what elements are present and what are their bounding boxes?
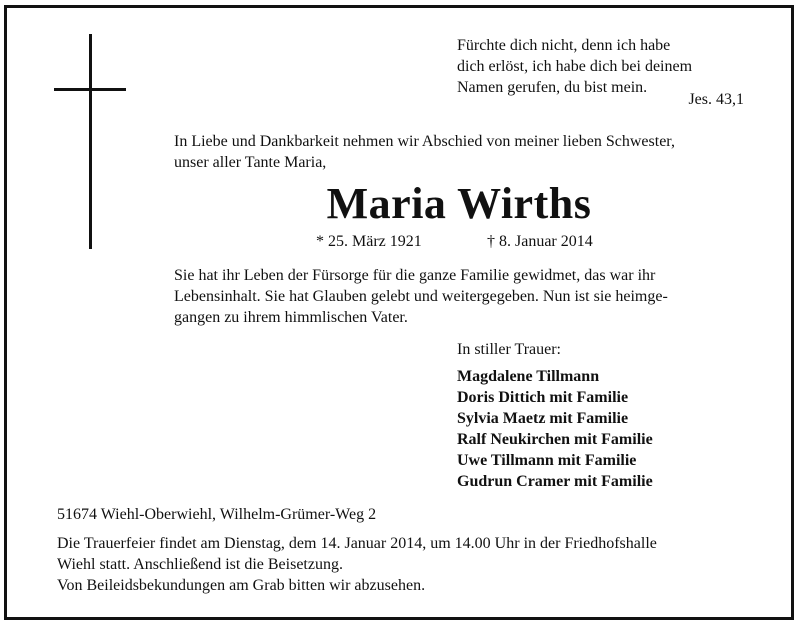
mourner-name: Doris Dittich mit Familie (457, 389, 629, 406)
family-address: 51674 Wiehl-Oberwiehl, Wilhelm-Grümer-Weg 2 (57, 506, 377, 523)
cross-icon-crossbar (54, 88, 126, 91)
mourner-name: Gudrun Cramer mit Familie (457, 473, 653, 490)
funeral-details: Die Trauerfeier findet am Dienstag, dem 14. Januar 2014, um 14.00 Uhr in der Friedhofshalle Wiehl statt. Anschließend ist die Beisetzung. Von Beileidsbekundungen am Grab bitten wir abzusehen. (57, 535, 657, 594)
mourner-name: Ralf Neukirchen mit Familie (457, 431, 653, 448)
death-date: † 8. Januar 2014 (487, 233, 593, 250)
mourner-name: Sylvia Maetz mit Familie (457, 410, 629, 427)
life-description: Sie hat ihr Leben der Fürsorge für die ganze Familie gewidmet, das war ihr Lebensinhalt. Sie hat Glauben gelebt und weitergegeben. Nun ist sie heimge- gangen zu ihrem himmlischen Vater. (174, 267, 668, 326)
mourners-list (457, 366, 653, 492)
bible-verse: Fürchte dich nicht, denn ich habe dich erlöst, ich habe dich bei deinem Namen gerufen, du bist mein. (457, 37, 693, 96)
deceased-name: Maria Wirths (326, 179, 592, 228)
intro-text: In Liebe und Dankbarkeit nehmen wir Abschied von meiner lieben Schwester, unser aller Tante Maria, (174, 133, 675, 171)
mourner-name: Uwe Tillmann mit Familie (457, 452, 637, 469)
mourner-name: Magdalene Tillmann (457, 368, 600, 385)
birth-date: * 25. März 1921 (316, 233, 422, 250)
bible-verse-reference: Jes. 43,1 (688, 91, 744, 108)
mourning-intro: In stiller Trauer: (457, 341, 561, 358)
